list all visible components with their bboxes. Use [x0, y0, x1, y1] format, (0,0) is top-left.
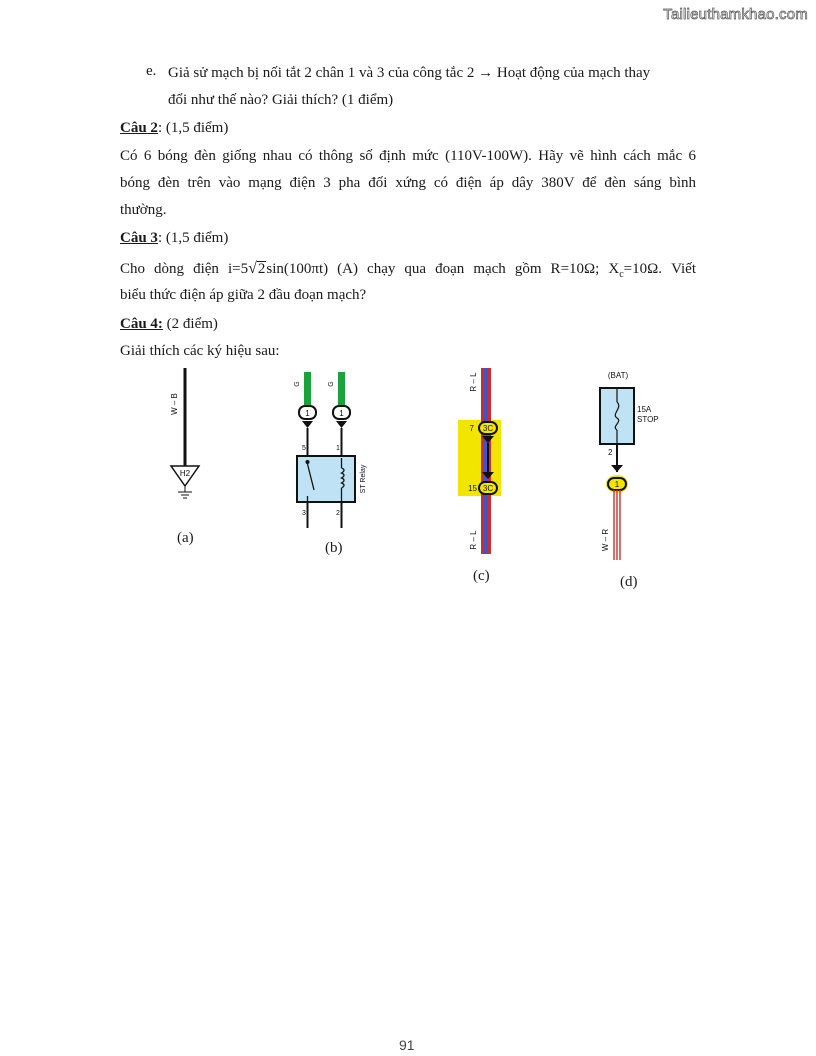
figure-d-fuse-rating: 15A: [637, 405, 652, 414]
q2-label: Câu 2: [120, 120, 158, 136]
q2-line-2: bóng đèn trên vào mạng điện 3 pha đối xứng có điện áp dây 380V để đèn sáng bình: [120, 175, 696, 191]
figure-b-caption: (b): [325, 540, 343, 556]
q3-formula-start: Cho dòng điện i=5: [120, 261, 249, 277]
figure-d-conn: 1: [614, 480, 620, 489]
figure-d-fuse: [596, 368, 676, 560]
figure-c-conn-top: 3C: [482, 424, 494, 433]
q4-intro: Giải thích các ký hiệu sau:: [120, 343, 280, 359]
figure-d-pin: 2: [608, 448, 613, 457]
figure-a-wire-label: W – B: [170, 393, 179, 415]
figure-a-ground-label: H2: [179, 469, 191, 478]
figure-a-caption: (a): [177, 530, 194, 546]
q3-formula-mid: sin(100πt) (A) chạy qua đoạn mạch gồm R=10Ω; X: [266, 261, 620, 277]
q3-points: : (1,5 điểm): [157, 230, 229, 246]
q2-line-1: Có 6 bóng đèn giống nhau có thông số định mức (110V-100W). Hãy vẽ hình cách mắc 6: [120, 148, 696, 164]
figure-b-wire-left: G: [294, 381, 301, 387]
q3-heading: [120, 225, 228, 252]
item-e-marker: e.: [146, 63, 157, 79]
q4-label: Câu 4:: [120, 316, 163, 332]
figure-b-relay-label: ST Relay: [360, 464, 367, 494]
figure-b-pin-top-left: 5: [302, 445, 306, 452]
q3-subscript: c: [619, 269, 624, 280]
figure-c-wire-bottom: R – L: [469, 530, 478, 550]
item-e-line-2: đổi như thế nào? Giải thích? (1 điểm): [168, 92, 394, 108]
q3-formula-end: =10Ω. Viết: [623, 261, 696, 277]
q3-label: Câu 3: [120, 230, 158, 246]
figure-b-wire-right: G: [328, 381, 335, 387]
figure-d-wire: W – R: [601, 528, 610, 552]
q3-line-1: Cho dòng điện i=5√2sin(100πt) (A) chạy qua đoạn mạch gồm R=10Ω; $X_c=10\Omega$. Viết: [120, 260, 696, 280]
q2-heading: [120, 115, 228, 142]
figure-c-pin-bottom: 15: [468, 484, 477, 493]
figure-b-pin-bottom-right: 2: [336, 510, 340, 517]
q3-sqrt-arg: 2: [257, 261, 266, 277]
figure-d-caption: (d): [620, 574, 638, 590]
figure-b-pin-bottom-left: 3: [302, 510, 306, 517]
figure-c-pin-top: 7: [469, 424, 474, 433]
q4-points: (2 điểm): [162, 316, 218, 332]
q2-line-3: thường.: [120, 202, 167, 218]
q2-points: : (1,5 điểm): [157, 120, 229, 136]
q4-heading: [120, 311, 218, 338]
figure-b-relay: [285, 368, 375, 528]
figure-d-fuse-name: STOP: [637, 415, 659, 424]
page-number: 91: [399, 1037, 415, 1053]
figure-c-caption: (c): [473, 568, 490, 584]
figure-c-wire-top: R – L: [469, 372, 478, 392]
figure-c-splice: [455, 368, 515, 554]
figure-a-ground-symbol: [165, 368, 215, 503]
figure-b-conn-left: 1: [305, 409, 310, 418]
q3-line-2: biểu thức điện áp giữa 2 đầu đoạn mạch?: [120, 287, 367, 303]
watermark: Tailieuthamkhao.com: [663, 6, 808, 23]
figure-d-source: (BAT): [607, 371, 629, 380]
figure-b-pin-top-right: 1: [336, 445, 340, 452]
figure-b-conn-right: 1: [339, 409, 344, 418]
item-e-line-1: Giả sử mạch bị nối tắt 2 chân 1 và 3 của công tắc 2 → Hoạt động của mạch thay: [168, 65, 651, 81]
figure-c-conn-bottom: 3C: [482, 484, 494, 493]
